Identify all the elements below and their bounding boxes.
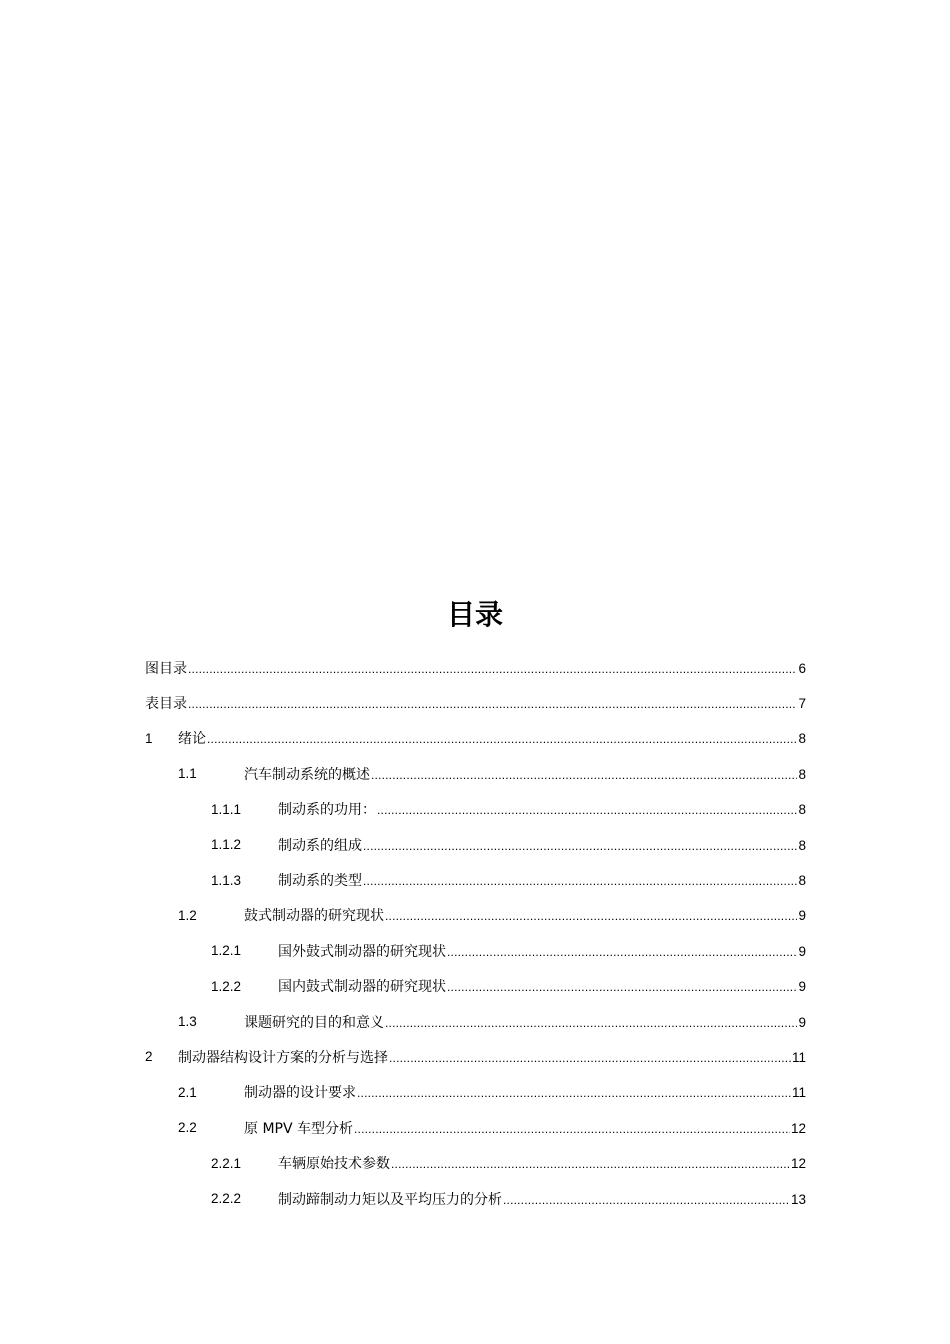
toc-entry-line	[244, 1082, 806, 1102]
toc-dot-leader	[188, 697, 797, 711]
toc-entry-page-number: 13	[790, 1191, 806, 1207]
toc-entry-line	[278, 870, 806, 890]
toc-dot-leader	[391, 1157, 790, 1171]
toc-dot-leader	[385, 1016, 797, 1030]
toc-dot-leader	[503, 1193, 790, 1207]
toc-entry-line	[178, 728, 806, 748]
toc-entry[interactable]	[145, 827, 806, 862]
toc-entry-page-number: 7	[798, 696, 806, 712]
toc-entry[interactable]	[145, 1039, 806, 1074]
toc-entry-line	[278, 1189, 806, 1209]
toc-entry-title: 汽车制动系统的概述	[244, 766, 370, 783]
toc-entry[interactable]	[145, 685, 806, 720]
toc-dot-leader	[357, 1086, 791, 1100]
toc-entry-title: 国外鼓式制动器的研究现状	[278, 943, 446, 960]
toc-entry-number: 1.2	[178, 907, 197, 923]
toc-entry-number: 2.2	[178, 1120, 197, 1136]
toc-entry-page-number: 9	[798, 943, 806, 959]
toc-entry-title: 课题研究的目的和意义	[244, 1014, 384, 1031]
toc-entry-line	[145, 693, 806, 713]
toc-entry-title: 制动系的类型	[278, 873, 362, 890]
toc-entry-page-number: 8	[798, 766, 806, 782]
toc-entry-page-number: 9	[798, 908, 806, 924]
toc-entry[interactable]	[145, 792, 806, 827]
toc-entry-page-number: 6	[798, 660, 806, 676]
toc-entry-title: 制动系的功用：	[278, 802, 376, 819]
toc-entry-line	[244, 1118, 806, 1138]
toc-entry-line	[244, 905, 806, 925]
toc-entry-page-number: 8	[798, 802, 806, 818]
toc-entry-title: 制动系的组成	[278, 837, 362, 854]
table-of-contents	[145, 650, 806, 1216]
toc-entry[interactable]	[145, 1181, 806, 1216]
toc-entry-number: 1.1.2	[211, 837, 242, 853]
toc-entry-title: 表目录	[145, 696, 187, 713]
toc-title: 目录	[446, 598, 503, 631]
toc-entry-page-number: 11	[791, 1049, 806, 1065]
toc-entry-line	[278, 941, 806, 961]
toc-entry-title: 制动器的设计要求	[244, 1085, 356, 1102]
toc-entry[interactable]	[145, 969, 806, 1004]
toc-entry[interactable]	[145, 1075, 806, 1110]
toc-dot-leader	[389, 1051, 791, 1065]
toc-entry-number: 2	[145, 1049, 153, 1065]
toc-entry[interactable]	[145, 1004, 806, 1039]
toc-entry-number: 2.2.1	[211, 1155, 242, 1171]
toc-entry-number: 1.2.2	[211, 978, 242, 994]
toc-entry-title: 绪论	[178, 731, 206, 748]
toc-dot-leader	[363, 839, 797, 853]
toc-entry-line	[278, 1153, 806, 1173]
toc-entry-title: 图目录	[145, 660, 187, 677]
toc-entry[interactable]	[145, 898, 806, 933]
toc-entry-title: 国内鼓式制动器的研究现状	[278, 979, 446, 996]
toc-dot-leader	[188, 662, 797, 676]
toc-entry-page-number: 8	[798, 837, 806, 853]
toc-entry-title: 原 MPV 车型分析	[244, 1120, 353, 1137]
toc-entry-line	[244, 764, 806, 784]
toc-entry[interactable]	[145, 862, 806, 897]
toc-entry-number: 1.1.1	[211, 801, 242, 817]
toc-entry-number: 2.1	[178, 1084, 197, 1100]
toc-entry-number: 1	[145, 730, 153, 746]
toc-entry[interactable]	[145, 933, 806, 968]
toc-entry-number: 1.2.1	[211, 943, 242, 959]
toc-entry-title: 车辆原始技术参数	[278, 1156, 390, 1173]
toc-entry-page-number: 8	[798, 731, 806, 747]
toc-entry-title: 制动器结构设计方案的分析与选择	[178, 1049, 388, 1066]
toc-dot-leader	[371, 768, 797, 782]
toc-entry-line	[278, 976, 806, 996]
toc-entry-number: 1.3	[178, 1014, 197, 1030]
toc-entry-line	[244, 1012, 806, 1032]
toc-entry-title: 制动蹄制动力矩以及平均压力的分析	[278, 1191, 502, 1208]
toc-entry-line	[278, 835, 806, 855]
toc-dot-leader	[377, 803, 797, 817]
toc-entry-page-number: 12	[790, 1120, 806, 1136]
toc-entry[interactable]	[145, 1110, 806, 1145]
toc-entry-page-number: 8	[798, 873, 806, 889]
toc-entry-line	[178, 1047, 806, 1067]
toc-entry-page-number: 11	[791, 1085, 806, 1101]
toc-dot-leader	[447, 945, 797, 959]
toc-entry-number: 1.1.3	[211, 872, 242, 888]
toc-entry[interactable]	[145, 756, 806, 791]
toc-entry-page-number: 9	[798, 1014, 806, 1030]
toc-entry[interactable]	[145, 721, 806, 756]
toc-entry-line	[145, 658, 806, 678]
toc-entry-number: 1.1	[178, 766, 197, 782]
toc-entry[interactable]	[145, 650, 806, 685]
toc-dot-leader	[447, 980, 797, 994]
toc-dot-leader	[363, 874, 797, 888]
toc-entry-title: 鼓式制动器的研究现状	[244, 908, 384, 925]
toc-entry-page-number: 9	[798, 979, 806, 995]
toc-dot-leader	[207, 732, 797, 746]
toc-dot-leader	[385, 909, 797, 923]
toc-dot-leader	[354, 1122, 790, 1136]
toc-entry-line	[278, 799, 806, 819]
toc-entry-number: 2.2.2	[211, 1191, 242, 1207]
toc-entry[interactable]	[145, 1145, 806, 1180]
toc-entry-page-number: 12	[790, 1156, 806, 1172]
